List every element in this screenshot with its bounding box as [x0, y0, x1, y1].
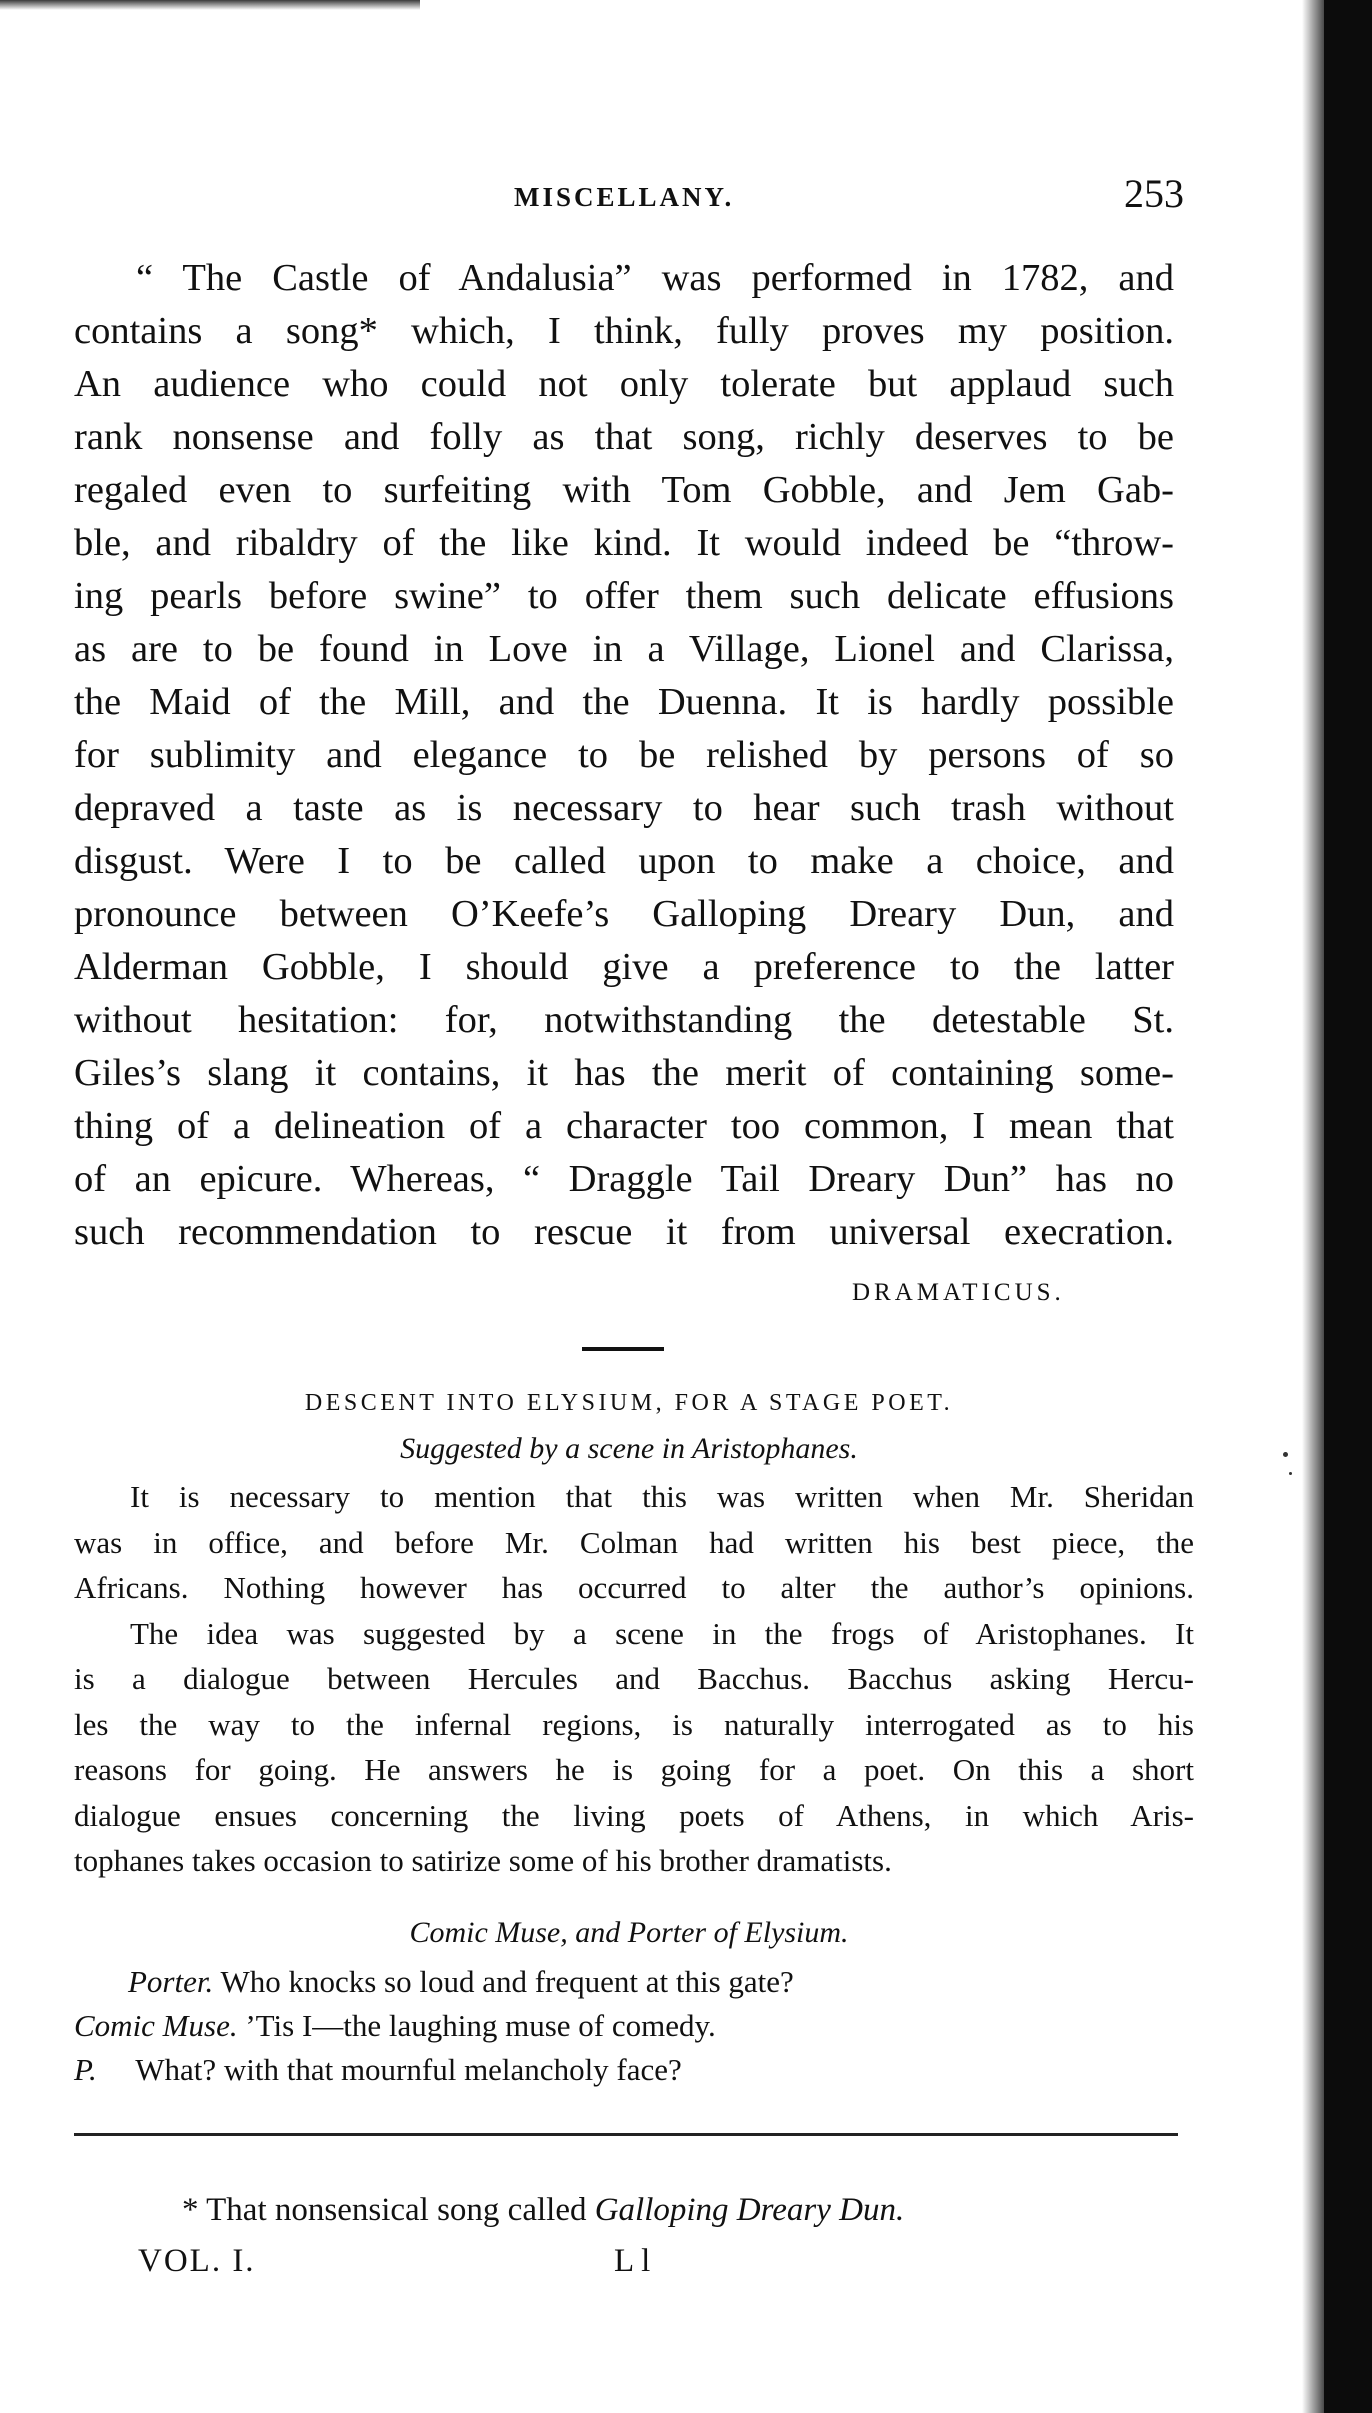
text-line: ing pearls before swine” to offer them such delicate effusions [74, 575, 1174, 617]
dialogue-line [74, 2004, 1184, 2048]
speech: What? with that mournful melancholy face? [135, 2052, 682, 2087]
intro-line: dialogue ensues concerning the living poets of Athens, in which Aris- [74, 1797, 1194, 1833]
text-line: contains a song* which, I think, fully proves my position. [74, 310, 1174, 352]
intro-line: is a dialogue between Hercules and Bacchus. Bacchus asking Hercu- [74, 1661, 1194, 1696]
section-divider [582, 1347, 664, 1351]
poem-introduction [74, 1474, 1194, 1884]
scan-speck [1289, 1472, 1292, 1475]
text-line: An audience who could not only tolerate but applaud such [74, 363, 1174, 405]
text-line: ble, and ribaldry of the like kind. It would indeed be “throw- [74, 522, 1174, 564]
text-line: disgust. Were I to be called upon to make a choice, and [74, 840, 1174, 882]
text-line: depraved a taste as is necessary to hear such trash without [74, 787, 1174, 829]
poem-heading: DESCENT INTO ELYSIUM, FOR A STAGE POET. [304, 1390, 954, 1416]
speaker: Comic Muse. [74, 2008, 238, 2043]
book-page [74, 0, 1194, 2413]
footnote-rule [74, 2133, 1178, 2136]
dialogue-line [74, 2048, 1184, 2092]
volume-mark: VOL. I. [138, 2243, 256, 2279]
text-line: without hesitation: for, notwithstanding the detestable St. [74, 999, 1174, 1041]
text-line: for sublimity and elegance to be relished by persons of so [74, 734, 1174, 776]
page-number: 253 [1124, 171, 1184, 216]
footnote-text: * That nonsensical song called [182, 2192, 595, 2228]
text-line: Alderman Gobble, I should give a preference to the latter [74, 946, 1174, 988]
poem-subheading: Suggested by a scene in Aristophanes. [400, 1432, 858, 1465]
intro-line: was in office, and before Mr. Colman had written his best piece, the [74, 1524, 1194, 1560]
speech: Who knocks so loud and frequent at this gate? [220, 1964, 794, 1999]
intro-line: Africans. Nothing however has occurred to alter the author’s opinions. [74, 1570, 1194, 1605]
text-line: of an epicure. Whereas, “ Draggle Tail Dreary Dun” has no [74, 1158, 1174, 1200]
gathering-signature: L l [614, 2243, 651, 2279]
running-head [74, 171, 1184, 228]
author-signature: DRAMATICUS. [852, 1279, 1065, 1306]
scan-binding-edge [1324, 0, 1372, 2413]
text-line: the Maid of the Mill, and the Duenna. It is hardly possible [74, 681, 1174, 723]
speech: ’Tis I—the laughing muse of comedy. [245, 2008, 716, 2043]
poem-dialogue [74, 1960, 1184, 2092]
intro-line: reasons for going. He answers he is going for a poet. On this a short [74, 1752, 1194, 1787]
scan-shadow-right [1302, 0, 1324, 2413]
scan-speck [1283, 1452, 1288, 1457]
text-line: such recommendation to rescue it from universal execration. [74, 1211, 1174, 1253]
intro-line: les the way to the infernal regions, is naturally interrogated as to his [74, 1706, 1194, 1742]
dramatis-personae: Comic Muse, and Porter of Elysium. [409, 1916, 849, 1949]
running-head-title: MISCELLANY. [514, 182, 735, 212]
intro-line: tophanes takes occasion to satirize some of his brother dramatists. [74, 1843, 892, 1878]
footnote [182, 2192, 904, 2229]
text-line: “ The Castle of Andalusia” was performed in 1782, and [136, 257, 1174, 299]
text-line: thing of a delineation of a character too common, I mean that [74, 1105, 1174, 1147]
speaker: Porter. [128, 1964, 214, 1999]
text-line: rank nonsense and folly as that song, richly deserves to be [74, 416, 1174, 458]
intro-line: It is necessary to mention that this was written when Mr. Sheridan [130, 1479, 1194, 1514]
footnote-title: Galloping Dreary Dun. [594, 2192, 905, 2228]
text-line: regaled even to surfeiting with Tom Gobble, and Jem Gab- [74, 469, 1174, 511]
text-line: Giles’s slang it contains, it has the merit of containing some- [74, 1052, 1174, 1094]
text-line: as are to be found in Love in a Village, Lionel and Clarissa, [74, 628, 1174, 670]
text-line: pronounce between O’Keefe’s Galloping Dreary Dun, and [74, 893, 1174, 935]
speaker: P. [74, 2052, 97, 2087]
dialogue-line [74, 1960, 1184, 2004]
main-text [74, 252, 1174, 1259]
intro-line: The idea was suggested by a scene in the frogs of Aristophanes. It [130, 1615, 1194, 1651]
